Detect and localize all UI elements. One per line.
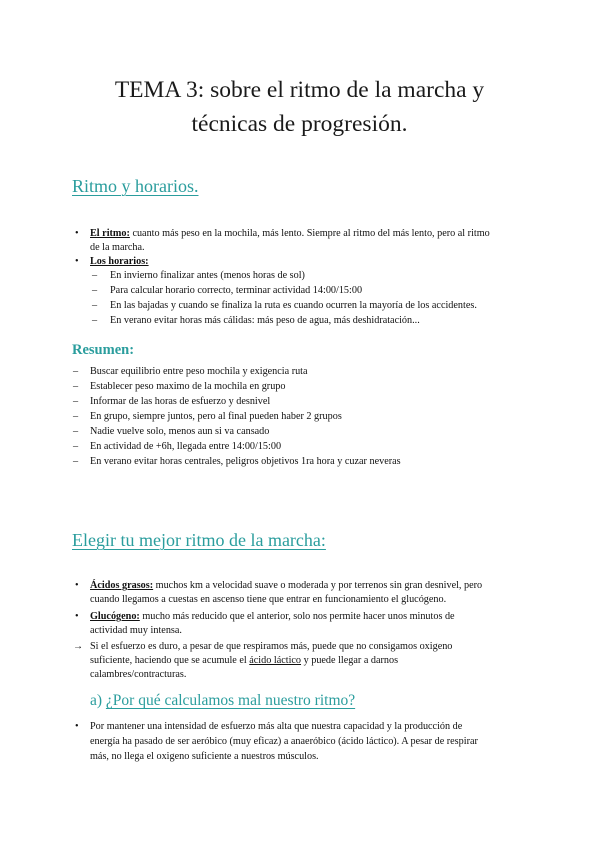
arrow-text-a: suficiente, haciendo que se acumule el [90, 655, 250, 666]
resumen-item: En grupo, siempre juntos, pero al final pueden haber 2 grupos [90, 411, 342, 422]
bullet-marker: • [75, 256, 79, 267]
ritmo-paragraph-line-2: de la marcha. [90, 242, 145, 253]
acidos-text: muchos km a velocidad suave o moderada y por terrenos sin gran desnivel, pero [153, 580, 483, 591]
ritmo-label: El ritmo: [90, 228, 130, 239]
arrow-text-c: y puede llegar a darnos [301, 655, 399, 666]
title-line-1: TEMA 3: sobre el ritmo de la marcha y [114, 77, 485, 103]
dash-marker: – [73, 456, 79, 467]
arrow-line-3: calambres/contracturas. [90, 669, 187, 680]
arrow-line-2 [90, 654, 398, 668]
resumen-item: En actividad de +6h, llegada entre 14:00/15:00 [90, 441, 282, 452]
final-line-2: energía ha pasado de ser aeróbico (muy eficaz) a anaeróbico (ácido láctico). A pesar de respirar [90, 736, 478, 747]
acidos-line-1 [90, 579, 482, 593]
ritmo-text: cuanto más peso en la mochila, más lento. Siempre al ritmo del más lento, pero al ritmo [129, 228, 490, 239]
section-heading-elegir-ritmo: Elegir tu mejor ritmo de la marcha: [72, 530, 326, 550]
resumen-item: Establecer peso maximo de la mochila en grupo [90, 381, 286, 392]
final-line-1: Por mantener una intensidad de esfuerzo más alta que nuestra capacidad y la producción de [90, 721, 463, 732]
ritmo-paragraph-line-1 [90, 227, 490, 241]
dash-marker: – [92, 300, 98, 311]
glucogeno-line-1 [90, 610, 455, 624]
section-heading-ritmo-horarios: Ritmo y horarios. [72, 176, 199, 196]
subsection-prefix: a) [90, 692, 106, 709]
horarios-item: Para calcular horario correcto, terminar actividad 14:00/15:00 [110, 285, 363, 296]
dash-marker: – [73, 366, 79, 377]
dash-marker: – [73, 396, 79, 407]
acidos-line-2: cuando llegamos a cuestas en ascenso tiene que entrar en funcionamiento el glucógeno. [90, 594, 447, 605]
resumen-item: Informar de las horas de esfuerzo y desnivel [90, 396, 271, 407]
horarios-label-row [90, 255, 149, 269]
dash-marker: – [92, 270, 98, 281]
arrow-marker: → [73, 641, 84, 652]
title-line-2: técnicas de progresión. [191, 111, 408, 137]
glucogeno-line-2: actividad muy intensa. [90, 625, 182, 636]
bullet-marker: • [75, 580, 79, 591]
dash-marker: – [73, 381, 79, 392]
arrow-line-1: Si el esfuerzo es duro, a pesar de que respiramos más, puede que no consigamos oxigeno [90, 641, 453, 652]
glucogeno-text: mucho más reducido que el anterior, solo nos permite hacer unos minutos de [139, 611, 455, 622]
dash-marker: – [92, 285, 98, 296]
resumen-item: Buscar equilibrio entre peso mochila y exigencia ruta [90, 366, 308, 377]
bullet-marker: • [75, 611, 79, 622]
bullet-marker: • [75, 228, 79, 239]
dash-marker: – [73, 426, 79, 437]
resumen-item: Nadie vuelve solo, menos aun si va cansado [90, 426, 270, 437]
glucogeno-label: Glucógeno: [90, 611, 140, 622]
acidos-label: Ácidos grasos: [90, 580, 154, 591]
resumen-heading: Resumen: [72, 342, 135, 358]
horarios-item: En invierno finalizar antes (menos horas de sol) [110, 270, 305, 281]
resumen-item: En verano evitar horas centrales, peligros objetivos 1ra hora y cuzar neveras [90, 456, 401, 467]
horarios-label: Los horarios: [90, 256, 149, 267]
horarios-item: En verano evitar horas más cálidas: más peso de agua, más deshidratación... [110, 315, 420, 326]
dash-marker: – [73, 411, 79, 422]
horarios-item: En las bajadas y cuando se finaliza la ruta es cuando ocurren la mayoría de los accidentes. [110, 300, 477, 311]
acido-lactico-term: ácido láctico [249, 655, 302, 666]
subsection-title: ¿Por qué calculamos mal nuestro ritmo? [105, 692, 356, 709]
dash-marker: – [73, 441, 79, 452]
final-line-3: más, no llega el oxigeno suficiente a nuestros músculos. [90, 751, 319, 762]
dash-marker: – [92, 315, 98, 326]
bullet-marker: • [75, 721, 79, 732]
document-title [40, 73, 559, 141]
subsection-heading [90, 692, 355, 710]
